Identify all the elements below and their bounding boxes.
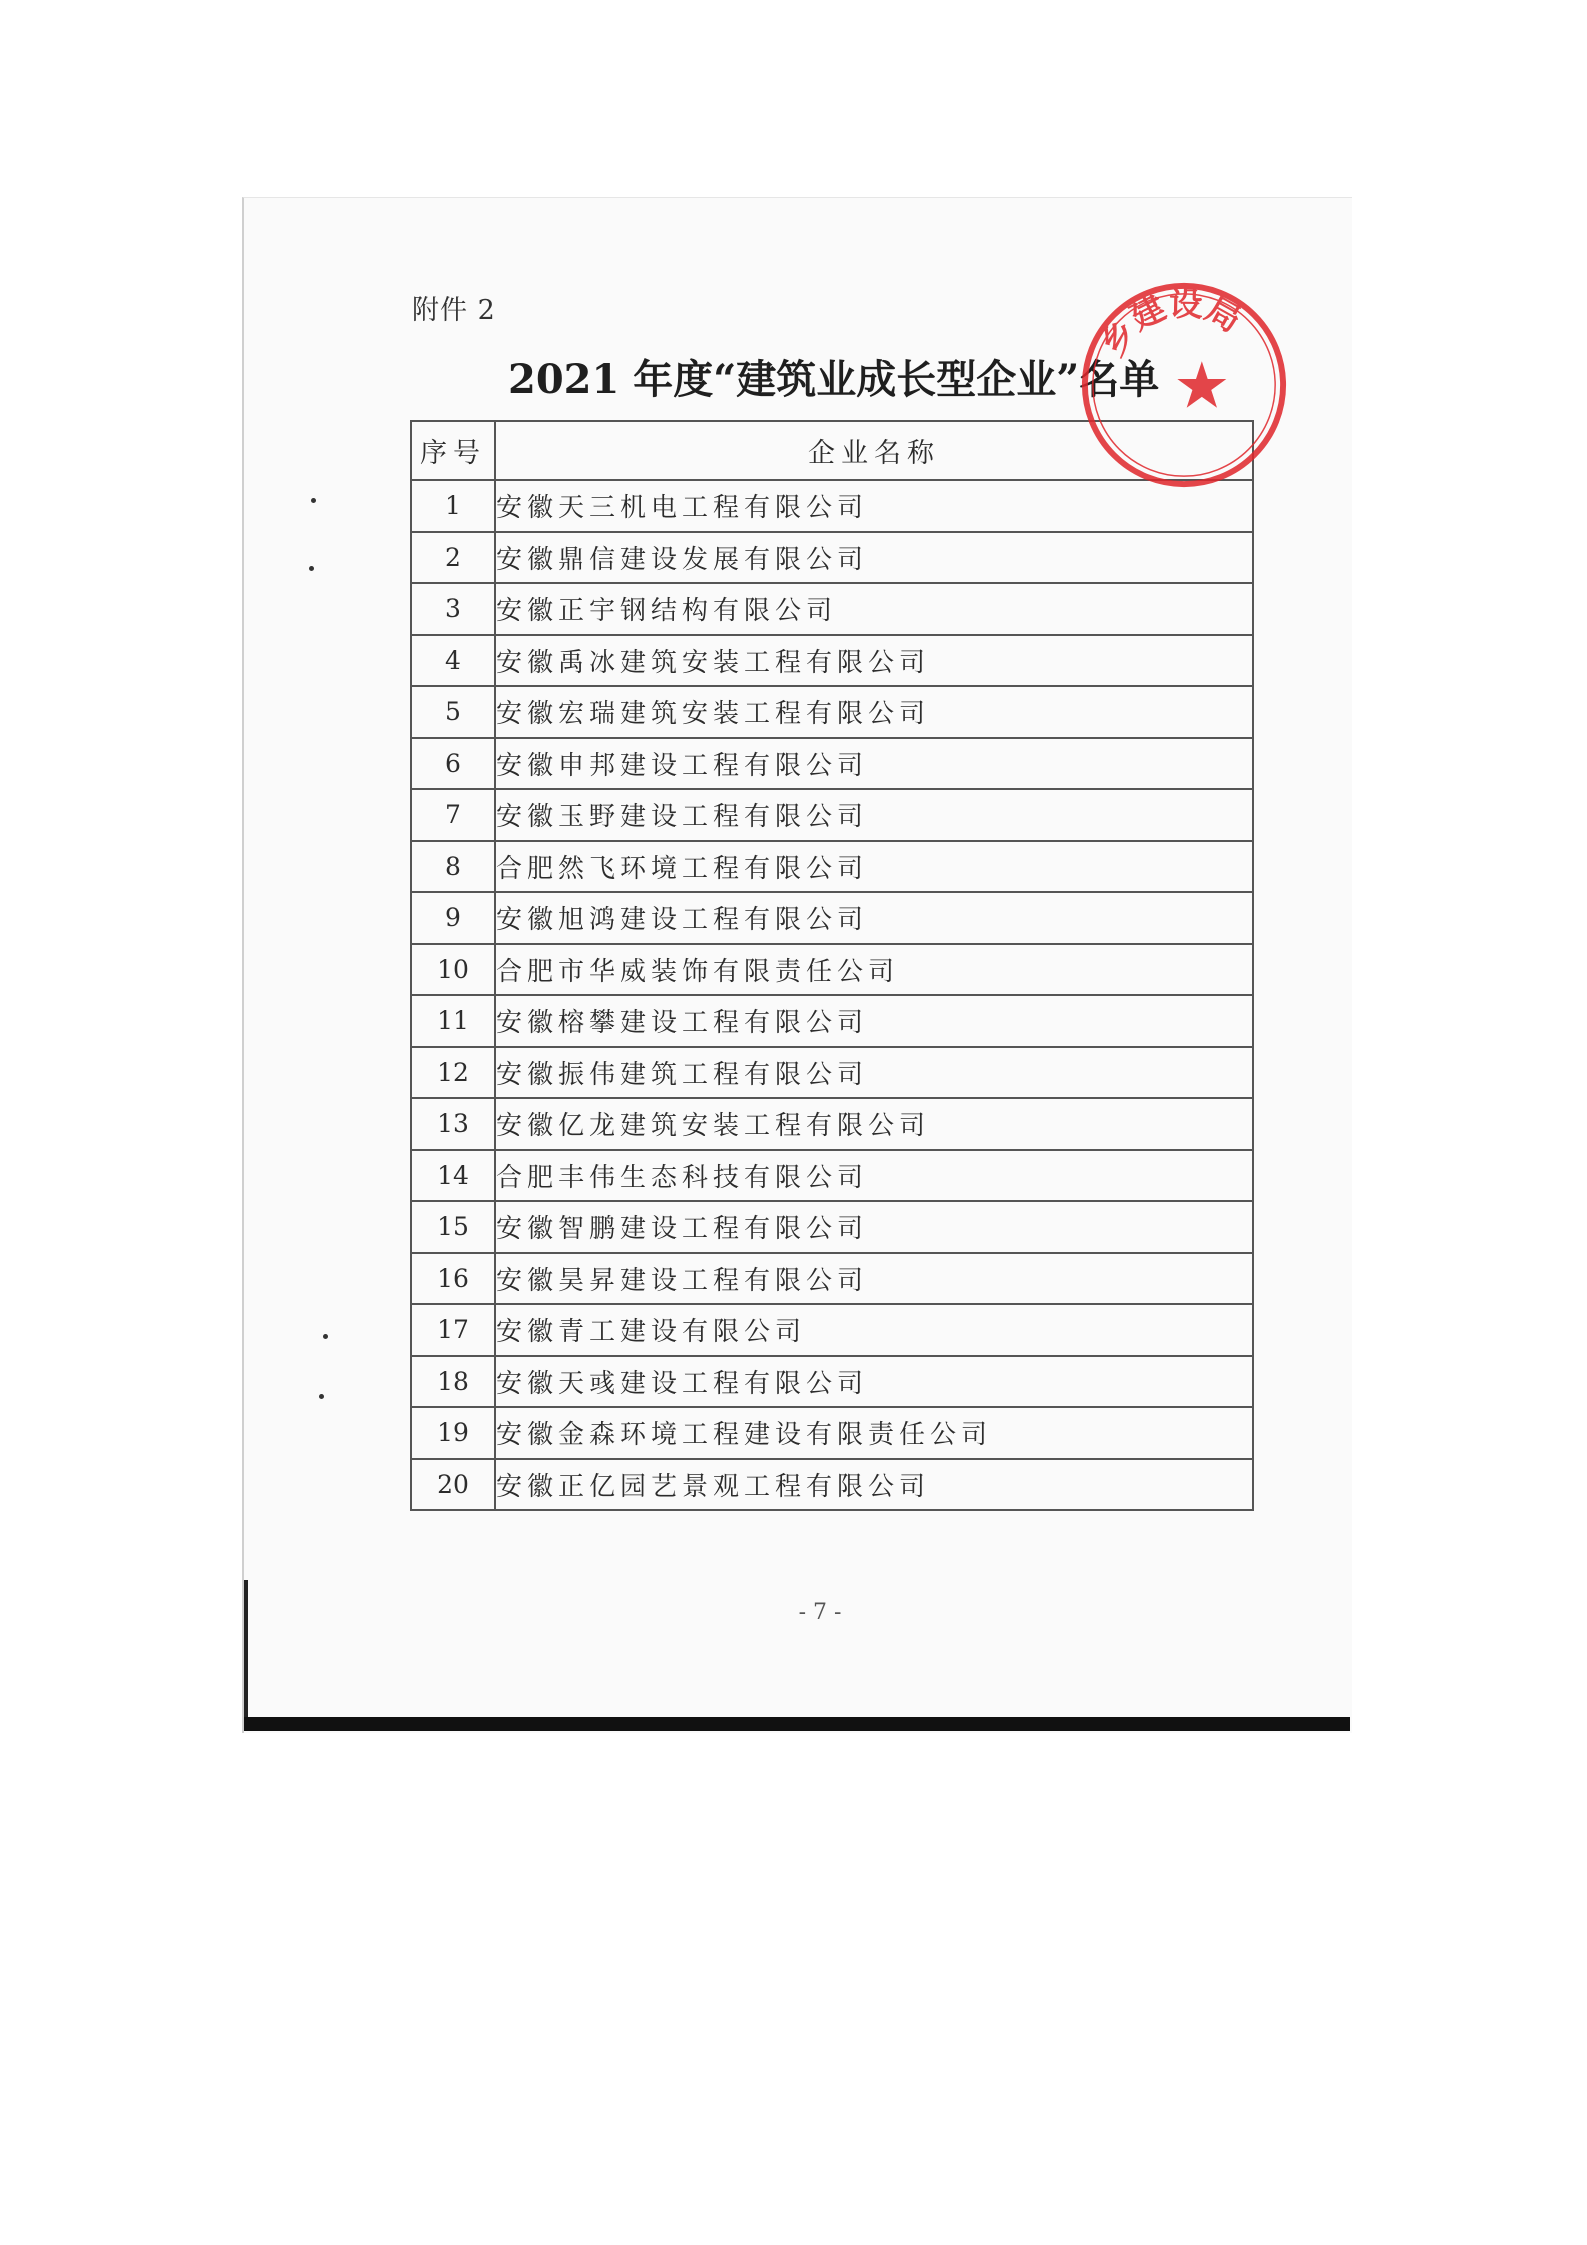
row-enterprise-name: 安徽金森环境工程建设有限责任公司 xyxy=(495,1407,1253,1459)
row-serial-number: 16 xyxy=(411,1253,495,1305)
enterprise-list-table xyxy=(410,420,1254,1511)
attachment-label: 附件 2 xyxy=(412,295,496,326)
row-enterprise-name: 安徽亿龙建筑安装工程有限公司 xyxy=(495,1098,1253,1150)
row-serial-number: 2 xyxy=(411,532,495,584)
row-enterprise-name: 安徽振伟建筑工程有限公司 xyxy=(495,1047,1253,1099)
table-row xyxy=(411,944,1253,996)
table-row xyxy=(411,892,1253,944)
header-enterprise-name: 企业名称 xyxy=(495,421,1253,480)
row-enterprise-name: 安徽禹冰建筑安装工程有限公司 xyxy=(495,635,1253,687)
table-row xyxy=(411,1459,1253,1511)
table-row xyxy=(411,738,1253,790)
row-enterprise-name: 安徽玉野建设工程有限公司 xyxy=(495,789,1253,841)
table-row xyxy=(411,995,1253,1047)
table-row xyxy=(411,1356,1253,1408)
table-row xyxy=(411,1304,1253,1356)
scan-speck xyxy=(309,566,314,571)
table-row xyxy=(411,1150,1253,1202)
scan-speck xyxy=(319,1394,324,1399)
table-row xyxy=(411,1407,1253,1459)
row-serial-number: 10 xyxy=(411,944,495,996)
row-serial-number: 17 xyxy=(411,1304,495,1356)
row-serial-number: 13 xyxy=(411,1098,495,1150)
row-serial-number: 4 xyxy=(411,635,495,687)
row-serial-number: 15 xyxy=(411,1201,495,1253)
row-serial-number: 5 xyxy=(411,686,495,738)
row-serial-number: 14 xyxy=(411,1150,495,1202)
row-enterprise-name: 安徽正亿园艺景观工程有限公司 xyxy=(495,1459,1253,1511)
table-row xyxy=(411,841,1253,893)
row-serial-number: 3 xyxy=(411,583,495,635)
table-row xyxy=(411,532,1253,584)
row-enterprise-name: 安徽智鹏建设工程有限公司 xyxy=(495,1201,1253,1253)
table-row xyxy=(411,1253,1253,1305)
row-enterprise-name: 安徽旭鸿建设工程有限公司 xyxy=(495,892,1253,944)
row-serial-number: 12 xyxy=(411,1047,495,1099)
page-number: - 7 - xyxy=(798,1600,842,1625)
row-enterprise-name: 安徽天三机电工程有限公司 xyxy=(495,480,1253,532)
row-serial-number: 11 xyxy=(411,995,495,1047)
row-enterprise-name: 安徽榕攀建设工程有限公司 xyxy=(495,995,1253,1047)
row-serial-number: 9 xyxy=(411,892,495,944)
row-enterprise-name: 合肥丰伟生态科技有限公司 xyxy=(495,1150,1253,1202)
table-row xyxy=(411,1098,1253,1150)
row-enterprise-name: 安徽宏瑞建筑安装工程有限公司 xyxy=(495,686,1253,738)
row-enterprise-name: 安徽鼎信建设发展有限公司 xyxy=(495,532,1253,584)
table-row xyxy=(411,583,1253,635)
scan-speck xyxy=(311,498,316,503)
row-enterprise-name: 安徽正宇钢结构有限公司 xyxy=(495,583,1253,635)
table-row xyxy=(411,1201,1253,1253)
row-serial-number: 19 xyxy=(411,1407,495,1459)
document-title: 2021 年度“建筑业成长型企业”名单 xyxy=(508,356,1160,403)
row-serial-number: 20 xyxy=(411,1459,495,1511)
row-enterprise-name: 安徽青工建设有限公司 xyxy=(495,1304,1253,1356)
row-enterprise-name: 合肥市华威装饰有限责任公司 xyxy=(495,944,1253,996)
scan-speck xyxy=(323,1334,328,1339)
row-enterprise-name: 安徽昊昇建设工程有限公司 xyxy=(495,1253,1253,1305)
svg-text:乡建设局 xyxy=(1093,285,1247,363)
row-enterprise-name: 安徽申邦建设工程有限公司 xyxy=(495,738,1253,790)
row-serial-number: 1 xyxy=(411,480,495,532)
row-enterprise-name: 安徽天彧建设工程有限公司 xyxy=(495,1356,1253,1408)
header-serial-number: 序号 xyxy=(411,421,495,480)
table-row xyxy=(411,1047,1253,1099)
seal-text: 乡建设局 xyxy=(1094,286,1247,364)
row-serial-number: 7 xyxy=(411,789,495,841)
row-serial-number: 6 xyxy=(411,738,495,790)
table-row xyxy=(411,686,1253,738)
row-serial-number: 8 xyxy=(411,841,495,893)
scan-edge-left xyxy=(244,1580,248,1730)
row-serial-number: 18 xyxy=(411,1356,495,1408)
table-row xyxy=(411,789,1253,841)
row-enterprise-name: 合肥然飞环境工程有限公司 xyxy=(495,841,1253,893)
official-seal-stamp xyxy=(1075,276,1293,494)
scan-edge-bottom xyxy=(244,1717,1350,1731)
table-row xyxy=(411,635,1253,687)
